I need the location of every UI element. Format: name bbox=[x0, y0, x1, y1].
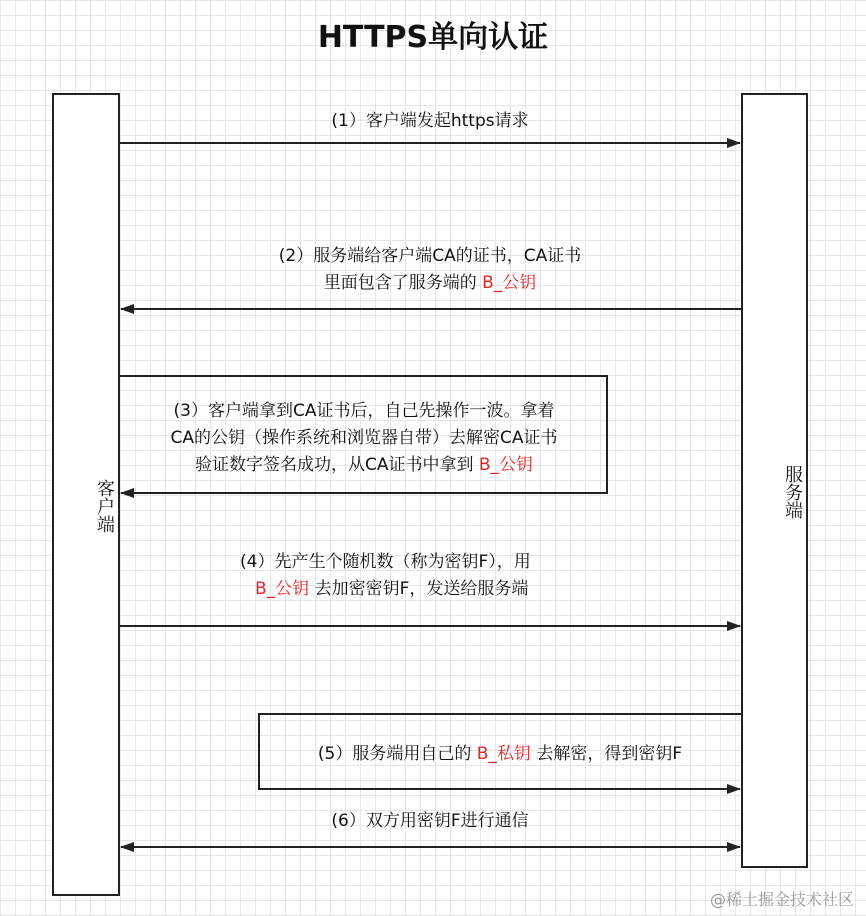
message-1-label: (1）客户端发起https请求 bbox=[331, 111, 529, 131]
watermark: @稀土掘金技术社区 bbox=[709, 890, 854, 909]
client-label: 客户端 bbox=[94, 478, 115, 533]
message-3-label: (3）客户端拿到CA证书后，自己先操作一波。拿着 CA的公钥（操作系统和浏览器自带）去解密CA证书 验证数字签名成功，从CA证书中拿到 B_公钥 bbox=[170, 401, 558, 475]
message-4-label: (4）先产生个随机数（称为密钥F），用 B_公钥 去加密密钥F，发送给服务端 bbox=[240, 552, 531, 599]
message-6-label: (6）双方用密钥F进行通信 bbox=[331, 811, 529, 831]
message-2-label: (2）服务端给客户端CA的证书，CA证书 里面包含了服务端的 B_公钥 bbox=[278, 246, 582, 293]
message-5-label: (5）服务端用自己的 B_私钥 去解密，得到密钥F bbox=[317, 744, 683, 764]
diagram-title: HTTPS单向认证 bbox=[317, 20, 549, 55]
server-label: 服务端 bbox=[782, 465, 803, 520]
